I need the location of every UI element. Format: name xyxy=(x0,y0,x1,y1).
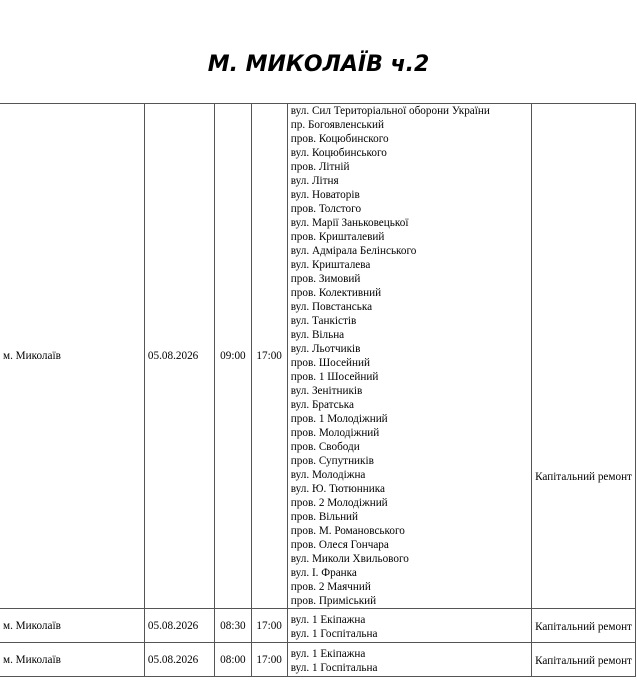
work-type-cell: Капітальний ремонт xyxy=(532,609,636,643)
street-item: вул. 1 Госпітальна xyxy=(290,627,378,640)
end-time-cell: 17:00 xyxy=(251,643,287,677)
work-type-cell: Капітальний ремонт xyxy=(532,643,636,677)
table-row xyxy=(0,609,636,643)
streets-cell xyxy=(287,643,531,677)
street-item: пров. Колективний xyxy=(290,287,382,299)
table-row xyxy=(0,643,636,677)
street-item: вул. 1 Екіпажна xyxy=(290,647,366,660)
street-item: пров. 2 Молодіжний xyxy=(290,497,388,509)
date-cell: 05.08.2026 xyxy=(144,609,214,643)
street-item: вул. Повстанська xyxy=(290,301,373,313)
city-cell: м. Миколаїв xyxy=(0,104,144,609)
street-item: вул. Братська xyxy=(290,399,354,411)
city-cell: м. Миколаїв xyxy=(0,609,144,643)
date-cell: 05.08.2026 xyxy=(144,643,214,677)
end-time-cell: 17:00 xyxy=(251,609,287,643)
street-item: пров. Молодіжний xyxy=(290,427,380,439)
street-item: пров. 1 Шосейний xyxy=(290,371,379,383)
streets-cell xyxy=(287,104,531,609)
street-item: вул. Коцюбинського xyxy=(290,147,387,159)
street-item: пров. Олеся Гончара xyxy=(290,539,389,551)
street-item: вул. І. Франка xyxy=(290,567,357,579)
street-item: вул. Зенітників xyxy=(290,385,363,397)
street-item: вул. Кришталева xyxy=(290,259,371,271)
street-item: вул. Льотчиків xyxy=(290,343,361,355)
outage-schedule-table xyxy=(0,103,636,677)
street-item: вул. Новаторів xyxy=(290,189,360,201)
start-time-cell: 09:00 xyxy=(215,104,251,609)
street-item: пров. Літній xyxy=(290,161,350,173)
street-item: вул. 1 Екіпажна xyxy=(290,613,366,626)
start-time-cell: 08:00 xyxy=(215,643,251,677)
street-item: пров. Вільний xyxy=(290,511,359,523)
date-cell: 05.08.2026 xyxy=(144,104,214,609)
streets-cell xyxy=(287,609,531,643)
city-cell: м. Миколаїв xyxy=(0,643,144,677)
street-item: вул. Адмірала Белінського xyxy=(290,245,417,257)
street-item: пров. Супутників xyxy=(290,455,374,467)
table-row xyxy=(0,104,636,609)
street-item: пр. Богоявленський xyxy=(290,119,384,131)
street-item: пров. М. Романовського xyxy=(290,525,405,537)
street-item: вул. 1 Госпітальна xyxy=(290,661,378,674)
street-item: вул. Марії Заньковецької xyxy=(290,217,409,229)
street-item: вул. Сил Територіальної оборони України xyxy=(290,105,490,117)
street-item: вул. Ю. Тютюнника xyxy=(290,483,385,495)
work-type-cell: Капітальний ремонт xyxy=(532,104,636,609)
street-item: пров. Зимовий xyxy=(290,273,361,285)
street-item: пров. Приміський xyxy=(290,595,377,607)
street-item: пров. Свободи xyxy=(290,441,360,453)
street-item: вул. Миколи Хвильового xyxy=(290,553,409,565)
page-title: М. МИКОЛАЇВ ч.2 xyxy=(207,52,430,77)
street-item: пров. 1 Молодіжний xyxy=(290,413,388,425)
street-item: вул. Літня xyxy=(290,175,339,187)
street-item: вул. Вільна xyxy=(290,329,345,341)
street-item: пров. Толстого xyxy=(290,203,362,215)
street-item: пров. Коцюбинского xyxy=(290,133,389,145)
street-item: пров. Кришталевий xyxy=(290,231,385,243)
street-item: вул. Танкістів xyxy=(290,315,357,327)
street-item: пров. Шосейний xyxy=(290,357,370,369)
street-item: пров. 2 Маячний xyxy=(290,581,371,593)
street-item: вул. Молодіжна xyxy=(290,469,366,481)
start-time-cell: 08:30 xyxy=(215,609,251,643)
end-time-cell: 17:00 xyxy=(251,104,287,609)
